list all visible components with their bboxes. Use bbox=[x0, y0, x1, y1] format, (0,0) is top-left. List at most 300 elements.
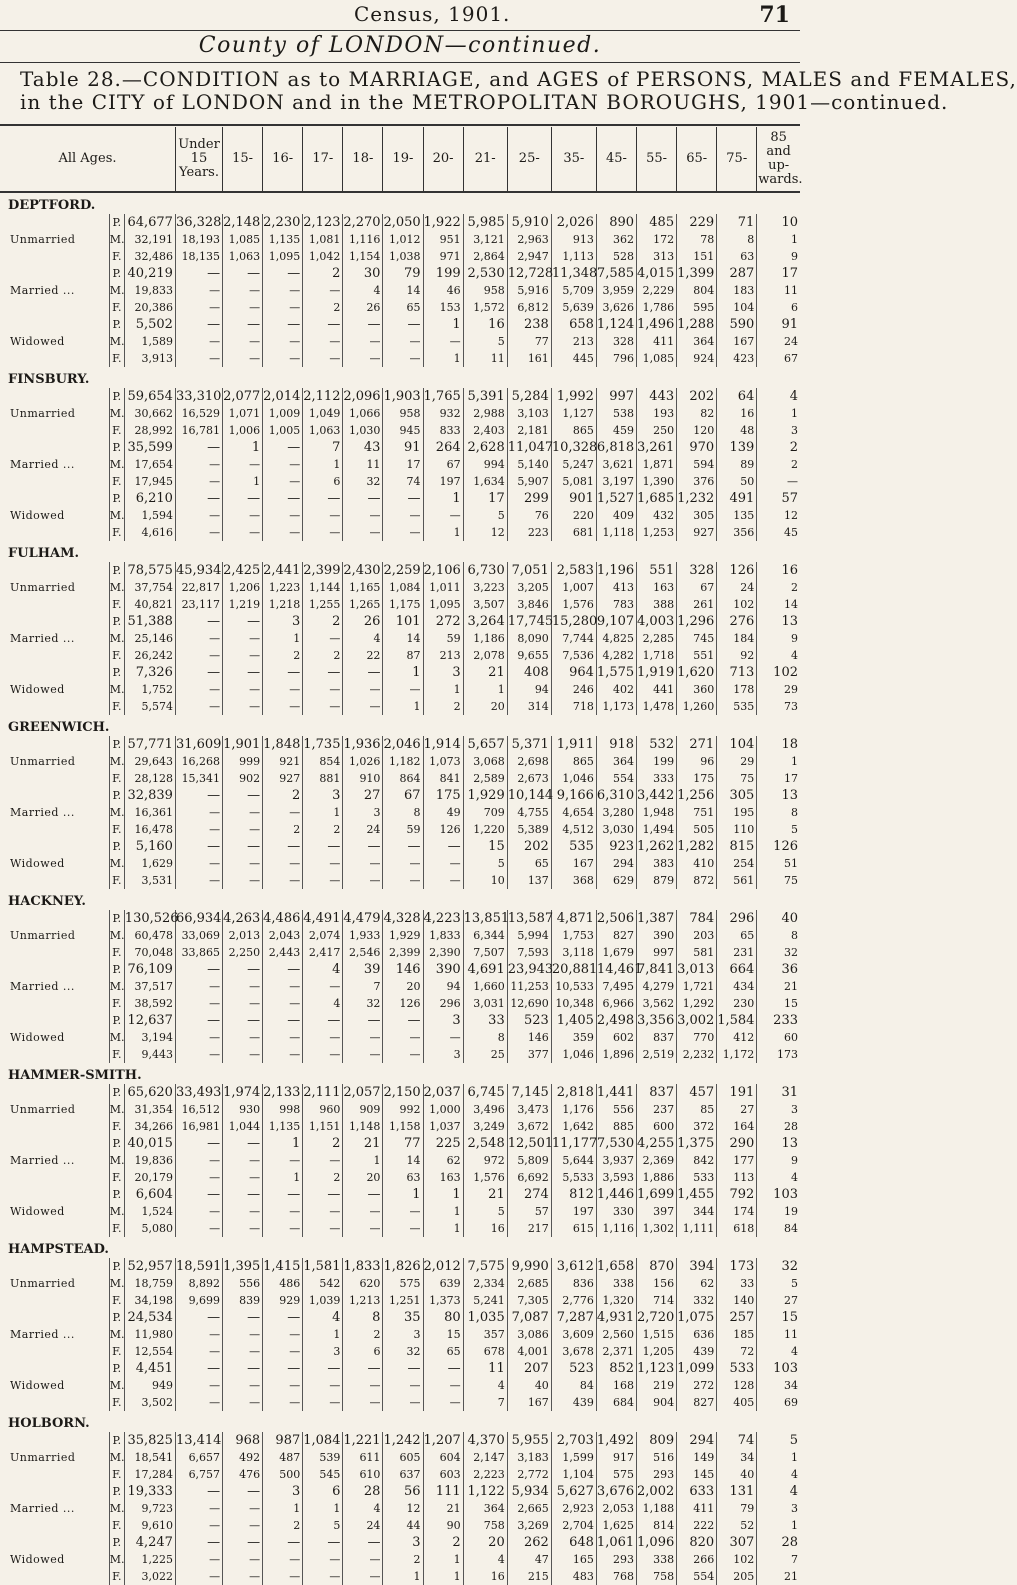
value-cell: — bbox=[223, 1186, 263, 1203]
value-cell: 78 bbox=[677, 231, 717, 248]
value-cell: 305 bbox=[677, 507, 717, 524]
value-cell: 885 bbox=[596, 1118, 636, 1135]
table-row bbox=[0, 231, 800, 248]
value-cell: 2,147 bbox=[463, 1449, 507, 1466]
value-cell: 1 bbox=[423, 1203, 463, 1220]
value-cell: 2,425 bbox=[223, 562, 263, 579]
value-cell: 1 bbox=[383, 664, 423, 681]
value-cell: 2,371 bbox=[596, 1343, 636, 1360]
value-cell: 264 bbox=[423, 439, 463, 456]
value-cell: 372 bbox=[677, 1118, 717, 1135]
value-cell: — bbox=[383, 1046, 423, 1063]
value-cell: 4 bbox=[303, 995, 343, 1012]
value-cell: — bbox=[343, 698, 383, 715]
value-cell: 8 bbox=[791, 929, 798, 942]
sex-code: M. bbox=[109, 581, 125, 594]
value-cell: 156 bbox=[637, 1275, 677, 1292]
value-cell: — bbox=[175, 1360, 222, 1377]
value-cell: 2 bbox=[423, 1534, 463, 1551]
value-cell: 434 bbox=[717, 978, 757, 995]
value-cell: 3,183 bbox=[507, 1449, 551, 1466]
sex-code: M. bbox=[109, 1553, 125, 1566]
value-cell: 40,821 bbox=[124, 596, 175, 613]
sex-code: M. bbox=[109, 1277, 125, 1290]
value-cell: 864 bbox=[383, 770, 423, 787]
value-cell: 1,030 bbox=[343, 422, 383, 439]
value-cell: 611 bbox=[343, 1449, 383, 1466]
condition-label bbox=[0, 1169, 109, 1186]
value-cell: — bbox=[263, 1326, 303, 1343]
value-cell: 46 bbox=[423, 282, 463, 299]
sex-code: P. bbox=[109, 613, 124, 630]
value-cell: — bbox=[263, 1568, 303, 1585]
value-cell: 784 bbox=[677, 910, 717, 927]
value-cell: 1,071 bbox=[223, 405, 263, 422]
value-cell: 833 bbox=[423, 422, 463, 439]
value-cell: 3 bbox=[423, 664, 463, 681]
value-cell: 1,000 bbox=[423, 1101, 463, 1118]
value-cell: 10 bbox=[463, 872, 507, 889]
value-cell: 1,527 bbox=[596, 490, 636, 507]
table-row bbox=[0, 1432, 800, 1449]
sex-code: P. bbox=[109, 1432, 124, 1449]
header-rule bbox=[0, 30, 800, 31]
value-cell: — bbox=[175, 630, 222, 647]
value-cell: 390 bbox=[637, 927, 677, 944]
sex-code: F. bbox=[109, 473, 124, 490]
value-cell: 545 bbox=[303, 1466, 343, 1483]
value-cell: — bbox=[223, 316, 263, 333]
condition-label bbox=[0, 770, 109, 787]
value-cell: 91 bbox=[781, 317, 798, 332]
value-cell: 6 bbox=[343, 1343, 383, 1360]
value-cell: — bbox=[175, 855, 222, 872]
value-cell: 492 bbox=[223, 1449, 263, 1466]
value-cell: 2,704 bbox=[551, 1517, 596, 1534]
value-cell: 23,943 bbox=[507, 962, 554, 977]
value-cell: — bbox=[223, 1309, 263, 1326]
value-cell: 3,937 bbox=[596, 1152, 636, 1169]
value-cell: 2 bbox=[263, 1517, 303, 1534]
sex-code: M. bbox=[109, 683, 125, 696]
value-cell: 287 bbox=[717, 265, 757, 282]
value-cell: 964 bbox=[551, 664, 596, 681]
value-cell: 770 bbox=[677, 1029, 717, 1046]
table-row bbox=[0, 978, 800, 995]
value-cell: 4 bbox=[789, 389, 798, 404]
value-cell: 3,264 bbox=[463, 613, 507, 630]
sex-code: F. bbox=[109, 1394, 124, 1411]
value-cell: 28,992 bbox=[124, 422, 175, 439]
value-cell: 486 bbox=[263, 1275, 303, 1292]
value-cell: 1,073 bbox=[423, 753, 463, 770]
value-cell: 13,851 bbox=[463, 911, 510, 926]
value-cell: — bbox=[223, 664, 263, 681]
value-cell: 21 bbox=[343, 1135, 383, 1152]
value-cell: — bbox=[343, 1394, 383, 1411]
value-cell: — bbox=[223, 1483, 263, 1500]
value-cell: 1 bbox=[423, 490, 463, 507]
value-cell: 34 bbox=[717, 1449, 757, 1466]
value-cell: 4 bbox=[789, 1484, 798, 1499]
value-cell: 1,063 bbox=[303, 422, 343, 439]
value-cell: 1,182 bbox=[383, 753, 423, 770]
sex-code: M. bbox=[109, 755, 125, 768]
value-cell: — bbox=[223, 350, 263, 367]
value-cell: 413 bbox=[596, 579, 636, 596]
value-cell: 1,848 bbox=[263, 736, 303, 753]
value-cell: 20,179 bbox=[124, 1169, 175, 1186]
value-cell: 4 bbox=[343, 630, 383, 647]
value-cell: 126 bbox=[717, 562, 757, 579]
value-cell: — bbox=[223, 647, 263, 664]
sex-code: P. bbox=[109, 1534, 124, 1551]
sex-code: F. bbox=[109, 944, 124, 961]
value-cell: 423 bbox=[717, 350, 757, 367]
value-cell: 1,911 bbox=[551, 736, 596, 753]
value-cell: — bbox=[303, 1551, 343, 1568]
condition-label: Widowed bbox=[0, 1551, 109, 1568]
value-cell: 222 bbox=[677, 1517, 717, 1534]
value-cell: — bbox=[175, 1517, 222, 1534]
value-cell: — bbox=[343, 1220, 383, 1237]
value-cell: 294 bbox=[677, 1432, 717, 1449]
value-cell: 718 bbox=[551, 698, 596, 715]
condition-label bbox=[0, 910, 109, 927]
value-cell: 139 bbox=[717, 439, 757, 456]
value-cell: 2 bbox=[303, 299, 343, 316]
value-cell: — bbox=[423, 1360, 463, 1377]
value-cell: 14 bbox=[383, 630, 423, 647]
value-cell: 5,574 bbox=[124, 698, 175, 715]
value-cell: — bbox=[263, 439, 303, 456]
value-cell: — bbox=[263, 872, 303, 889]
value-cell: 1,373 bbox=[423, 1292, 463, 1309]
value-cell: 82 bbox=[677, 405, 717, 422]
value-cell: — bbox=[303, 1534, 343, 1551]
value-cell: — bbox=[303, 316, 343, 333]
value-cell: 10,533 bbox=[551, 978, 596, 995]
value-cell: 1,242 bbox=[383, 1432, 423, 1449]
table-row bbox=[0, 872, 800, 889]
sex-code: F. bbox=[109, 299, 124, 316]
value-cell: 1,833 bbox=[423, 927, 463, 944]
value-cell: 1,634 bbox=[463, 473, 507, 490]
value-cell: — bbox=[263, 1152, 303, 1169]
value-cell: — bbox=[263, 350, 303, 367]
value-cell: 5,985 bbox=[463, 214, 507, 231]
condition-label bbox=[0, 316, 109, 333]
value-cell: 35,599 bbox=[124, 439, 175, 456]
value-cell: 1,095 bbox=[423, 596, 463, 613]
value-cell: 25,146 bbox=[124, 630, 175, 647]
value-cell: 6,745 bbox=[463, 1084, 507, 1101]
value-cell: — bbox=[303, 1152, 343, 1169]
value-cell: 3 bbox=[423, 1046, 463, 1063]
value-cell: 783 bbox=[596, 596, 636, 613]
value-cell: 103 bbox=[773, 1361, 798, 1376]
value-cell: — bbox=[223, 613, 263, 630]
value-cell: 994 bbox=[463, 456, 507, 473]
value-cell: 104 bbox=[717, 736, 757, 753]
value-cell: 3,194 bbox=[124, 1029, 175, 1046]
value-cell: — bbox=[263, 1046, 303, 1063]
value-cell: 26 bbox=[343, 299, 383, 316]
condition-label: Widowed bbox=[0, 507, 109, 524]
value-cell: 17 bbox=[781, 266, 798, 281]
value-cell: 271 bbox=[677, 736, 717, 753]
value-cell: 1,292 bbox=[677, 995, 717, 1012]
value-cell: 299 bbox=[507, 490, 551, 507]
value-cell: 443 bbox=[637, 388, 677, 405]
value-cell: — bbox=[343, 490, 383, 507]
value-cell: 3,030 bbox=[596, 821, 636, 838]
value-cell: 410 bbox=[677, 855, 717, 872]
value-cell: 2,123 bbox=[303, 214, 343, 231]
condition-label: Unmarried bbox=[0, 1101, 109, 1118]
value-cell: 45,934 bbox=[175, 563, 222, 578]
value-cell: 377 bbox=[507, 1046, 551, 1063]
value-cell: 1,718 bbox=[637, 647, 677, 664]
value-cell: 6 bbox=[791, 301, 798, 314]
value-cell: 1,395 bbox=[223, 1258, 263, 1275]
value-cell: 20,386 bbox=[124, 299, 175, 316]
value-cell: — bbox=[343, 1029, 383, 1046]
value-cell: 103 bbox=[773, 1187, 798, 1202]
value-cell: 432 bbox=[637, 507, 677, 524]
value-cell: 594 bbox=[677, 456, 717, 473]
value-cell: 3,612 bbox=[551, 1258, 596, 1275]
value-cell: 31 bbox=[781, 1085, 798, 1100]
value-cell: 28 bbox=[784, 1120, 798, 1133]
table-row bbox=[0, 770, 800, 787]
value-cell: 3 bbox=[791, 1502, 798, 1515]
condition-label bbox=[0, 1135, 109, 1152]
value-cell: 812 bbox=[551, 1186, 596, 1203]
value-cell: 92 bbox=[717, 647, 757, 664]
value-cell: 65 bbox=[717, 927, 757, 944]
sex-code: P. bbox=[109, 439, 124, 456]
value-cell: — bbox=[303, 1186, 343, 1203]
value-cell: 71 bbox=[717, 214, 757, 231]
value-cell: 16 bbox=[781, 563, 798, 578]
value-cell: 6 bbox=[303, 473, 343, 490]
value-cell: 4 bbox=[303, 961, 343, 978]
value-cell: 5,160 bbox=[124, 838, 175, 855]
value-cell: 233 bbox=[773, 1013, 798, 1028]
value-cell: 1,265 bbox=[343, 596, 383, 613]
value-cell: 633 bbox=[677, 1483, 717, 1500]
value-cell: 2,560 bbox=[596, 1326, 636, 1343]
value-cell: 293 bbox=[637, 1466, 677, 1483]
value-cell: 213 bbox=[551, 333, 596, 350]
value-cell: 610 bbox=[343, 1466, 383, 1483]
value-cell: 75 bbox=[717, 770, 757, 787]
value-cell: 1 bbox=[423, 1551, 463, 1568]
value-cell: — bbox=[423, 838, 463, 855]
value-cell: 1 bbox=[223, 439, 263, 456]
value-cell: 165 bbox=[551, 1551, 596, 1568]
value-cell: — bbox=[263, 681, 303, 698]
value-cell: — bbox=[223, 630, 263, 647]
value-cell: 207 bbox=[507, 1360, 551, 1377]
sex-code: F. bbox=[109, 248, 124, 265]
value-cell: 44 bbox=[383, 1517, 423, 1534]
column-header-45: 45- bbox=[596, 127, 636, 192]
value-cell: 328 bbox=[677, 562, 717, 579]
condition-label: Married ... bbox=[0, 282, 109, 299]
value-cell: 581 bbox=[677, 944, 717, 961]
value-cell: 31,609 bbox=[175, 737, 222, 752]
value-cell: 52 bbox=[717, 1517, 757, 1534]
value-cell: 21 bbox=[423, 1500, 463, 1517]
value-cell: 364 bbox=[596, 753, 636, 770]
value-cell: 36 bbox=[781, 962, 798, 977]
value-cell: 6,812 bbox=[507, 299, 551, 316]
value-cell: 1,042 bbox=[303, 248, 343, 265]
value-cell: 1,253 bbox=[637, 524, 677, 541]
value-cell: 476 bbox=[223, 1466, 263, 1483]
value-cell: 5,709 bbox=[551, 282, 596, 299]
value-cell: 4,247 bbox=[124, 1534, 175, 1551]
value-cell: 246 bbox=[551, 681, 596, 698]
value-cell: 839 bbox=[223, 1292, 263, 1309]
value-cell: 163 bbox=[423, 1169, 463, 1186]
table-row bbox=[0, 316, 800, 333]
value-cell: 177 bbox=[717, 1152, 757, 1169]
value-cell: 600 bbox=[637, 1118, 677, 1135]
value-cell: 37,517 bbox=[124, 978, 175, 995]
value-cell: 40,219 bbox=[124, 265, 175, 282]
value-cell: 1,012 bbox=[383, 231, 423, 248]
value-cell: 2,685 bbox=[507, 1275, 551, 1292]
value-cell: — bbox=[223, 838, 263, 855]
value-cell: 2 bbox=[303, 647, 343, 664]
value-cell: 223 bbox=[507, 524, 551, 541]
value-cell: 1,589 bbox=[124, 333, 175, 350]
value-cell: — bbox=[343, 1551, 383, 1568]
value-cell: 5,934 bbox=[507, 1483, 551, 1500]
value-cell: — bbox=[223, 961, 263, 978]
value-cell: 9,723 bbox=[124, 1500, 175, 1517]
value-cell: 7,051 bbox=[507, 562, 551, 579]
condition-label bbox=[0, 214, 109, 231]
value-cell: 1,575 bbox=[596, 664, 636, 681]
value-cell: 1,642 bbox=[551, 1118, 596, 1135]
value-cell: — bbox=[175, 787, 222, 804]
value-cell: 2,818 bbox=[551, 1084, 596, 1101]
table-row bbox=[0, 1118, 800, 1135]
value-cell: — bbox=[263, 1309, 303, 1326]
sex-code: F. bbox=[109, 1466, 124, 1483]
value-cell: 2 bbox=[303, 1135, 343, 1152]
sex-code: P. bbox=[109, 910, 124, 927]
value-cell: 3,531 bbox=[124, 872, 175, 889]
condition-label bbox=[0, 1258, 109, 1275]
value-cell: 3 bbox=[303, 1343, 343, 1360]
value-cell: 178 bbox=[717, 681, 757, 698]
value-cell: 65 bbox=[423, 1343, 463, 1360]
value-cell: 796 bbox=[596, 350, 636, 367]
value-cell: 3,118 bbox=[551, 944, 596, 961]
table-row bbox=[0, 1029, 800, 1046]
value-cell: 1 bbox=[791, 407, 798, 420]
table-row bbox=[0, 265, 800, 282]
value-cell: 865 bbox=[551, 422, 596, 439]
value-cell: 102 bbox=[773, 665, 798, 680]
value-cell: 294 bbox=[596, 855, 636, 872]
value-cell: 8,090 bbox=[507, 630, 551, 647]
value-cell: 5,284 bbox=[507, 388, 551, 405]
value-cell: 1 bbox=[423, 1186, 463, 1203]
condition-label bbox=[0, 1360, 109, 1377]
sex-code: F. bbox=[109, 422, 124, 439]
table-row bbox=[0, 1084, 800, 1101]
value-cell: 9 bbox=[791, 632, 798, 645]
value-cell: 163 bbox=[637, 579, 677, 596]
table-row bbox=[0, 1360, 800, 1377]
value-cell: — bbox=[263, 282, 303, 299]
value-cell: 7 bbox=[303, 439, 343, 456]
value-cell: 161 bbox=[507, 350, 551, 367]
value-cell: — bbox=[263, 804, 303, 821]
value-cell: 3,103 bbox=[507, 405, 551, 422]
value-cell: 1,099 bbox=[677, 1360, 717, 1377]
table-row bbox=[0, 579, 800, 596]
condition-label: Unmarried bbox=[0, 231, 109, 248]
table-row bbox=[0, 1258, 800, 1275]
value-cell: 1,135 bbox=[263, 231, 303, 248]
condition-label bbox=[0, 613, 109, 630]
value-cell: 459 bbox=[596, 422, 636, 439]
value-cell: 33,069 bbox=[175, 927, 222, 944]
value-cell: — bbox=[223, 698, 263, 715]
table-title-line-2: in the CITY of LONDON and in the METROPOLITAN BOROUGHS, 1901—continued. bbox=[20, 90, 949, 114]
value-cell: 815 bbox=[717, 838, 757, 855]
value-cell: 1,219 bbox=[223, 596, 263, 613]
value-cell: 1,176 bbox=[551, 1101, 596, 1118]
value-cell: — bbox=[223, 855, 263, 872]
value-cell: 3,626 bbox=[596, 299, 636, 316]
value-cell: 854 bbox=[303, 753, 343, 770]
table-row bbox=[0, 1152, 800, 1169]
sex-code: P. bbox=[109, 1084, 124, 1101]
sex-code: P. bbox=[109, 838, 124, 855]
value-cell: 39 bbox=[343, 961, 383, 978]
value-cell: 2,417 bbox=[303, 944, 343, 961]
value-cell: 3,609 bbox=[551, 1326, 596, 1343]
value-cell: 74 bbox=[717, 1432, 757, 1449]
condition-label: Married ... bbox=[0, 1152, 109, 1169]
value-cell: 333 bbox=[637, 770, 677, 787]
value-cell: 3 bbox=[343, 804, 383, 821]
value-cell: 904 bbox=[637, 1394, 677, 1411]
value-cell: — bbox=[303, 1377, 343, 1394]
value-cell: 2,250 bbox=[223, 944, 263, 961]
value-cell: 958 bbox=[463, 282, 507, 299]
sex-code: F. bbox=[109, 1292, 124, 1309]
value-cell: 556 bbox=[596, 1101, 636, 1118]
value-cell: 338 bbox=[596, 1275, 636, 1292]
sex-code: M. bbox=[109, 509, 125, 522]
value-cell: — bbox=[343, 1534, 383, 1551]
table-row bbox=[0, 1203, 800, 1220]
value-cell: 1,302 bbox=[637, 1220, 677, 1237]
value-cell: 629 bbox=[596, 872, 636, 889]
value-cell: — bbox=[343, 872, 383, 889]
value-cell: 4 bbox=[463, 1551, 507, 1568]
value-cell: 411 bbox=[637, 333, 677, 350]
